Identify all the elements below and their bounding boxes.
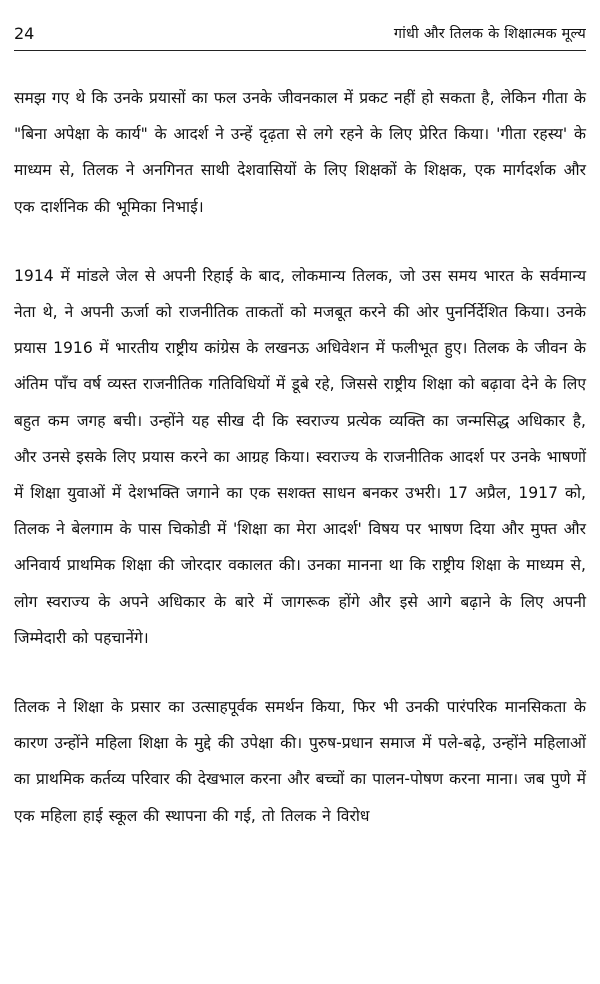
body-text	[14, 80, 586, 834]
page-header	[14, 20, 586, 46]
paragraph-2: 1914 में मांडले जेल से अपनी रिहाई के बाद, लोकमान्य तिलक, जो उस समय भारत के सर्वमान्य नेता थे, ने अपनी ऊर्जा को राजनीतिक ताकतों को मजबूत करने की ओर पुनर्निर्देशित किया। उनके प्रयास 1916 में भारतीय राष्ट्रीय कांग्रेस के लखनऊ अधिवेशन में फलीभूत हुए। तिलक के जीवन के अंतिम पाँच वर्ष व्यस्त राजनीतिक गतिविधियों में डूबे रहे, जिससे राष्ट्रीय शिक्षा को बढ़ावा देने के लिए बहुत कम जगह बची। उन्होंने यह सीख दी कि स्वराज्य प्रत्येक व्यक्ति का जन्मसिद्ध अधिकार है, और उनसे इसके लिए प्रयास करने का आग्रह किया। स्वराज्य के राजनीतिक आदर्श पर उनके भाषणों में शिक्षा युवाओं में देशभक्ति जगाने का एक सशक्त साधन बनकर उभरी। 17 अप्रैल, 1917 को, तिलक ने बेलगाम के पास चिकोडी में 'शिक्षा का मेरा आदर्श' विषय पर भाषण दिया और मुफ्त और अनिवार्य प्राथमिक शिक्षा की जोरदार वकालत की। उनका मानना था कि राष्ट्रीय शिक्षा के माध्यम से, लोग स्वराज्य के अपने अधिकार के बारे में जागरूक होंगे और इसे आगे बढ़ाने के लिए अपनी जिम्मेदारी को पहचानेंगे।	[14, 266, 586, 647]
page-number: 24	[14, 23, 35, 43]
header-rule	[14, 50, 586, 51]
paragraph-1: समझ गए थे कि उनके प्रयासों का फल उनके जीवनकाल में प्रकट नहीं हो सकता है, लेकिन गीता के "बिना अपेक्षा के कार्य" के आदर्श ने उन्हें दृढ़ता से लगे रहने के लिए प्रेरित किया। 'गीता रहस्य' के माध्यम से, तिलक ने अनगिनत साथी देशवासियों के लिए शिक्षकों के शिक्षक, एक मार्गदर्शक और एक दार्शनिक की भूमिका निभाई।	[14, 89, 586, 216]
running-title: गांधी और तिलक के शिक्षात्मक मूल्य	[393, 26, 586, 42]
paragraph-3: तिलक ने शिक्षा के प्रसार का उत्साहपूर्वक समर्थन किया, फिर भी उनकी पारंपरिक मानसिकता के कारण उन्होंने महिला शिक्षा के मुद्दे की उपेक्षा की। पुरुष-प्रधान समाज में पले-बढ़े, उन्होंने महिलाओं का प्राथमिक कर्तव्य परिवार की देखभाल करना और बच्चों का पालन-पोषण करना माना। जब पुणे में एक महिला हाई स्कूल की स्थापना की गई, तो तिलक ने विरोध	[14, 698, 586, 825]
